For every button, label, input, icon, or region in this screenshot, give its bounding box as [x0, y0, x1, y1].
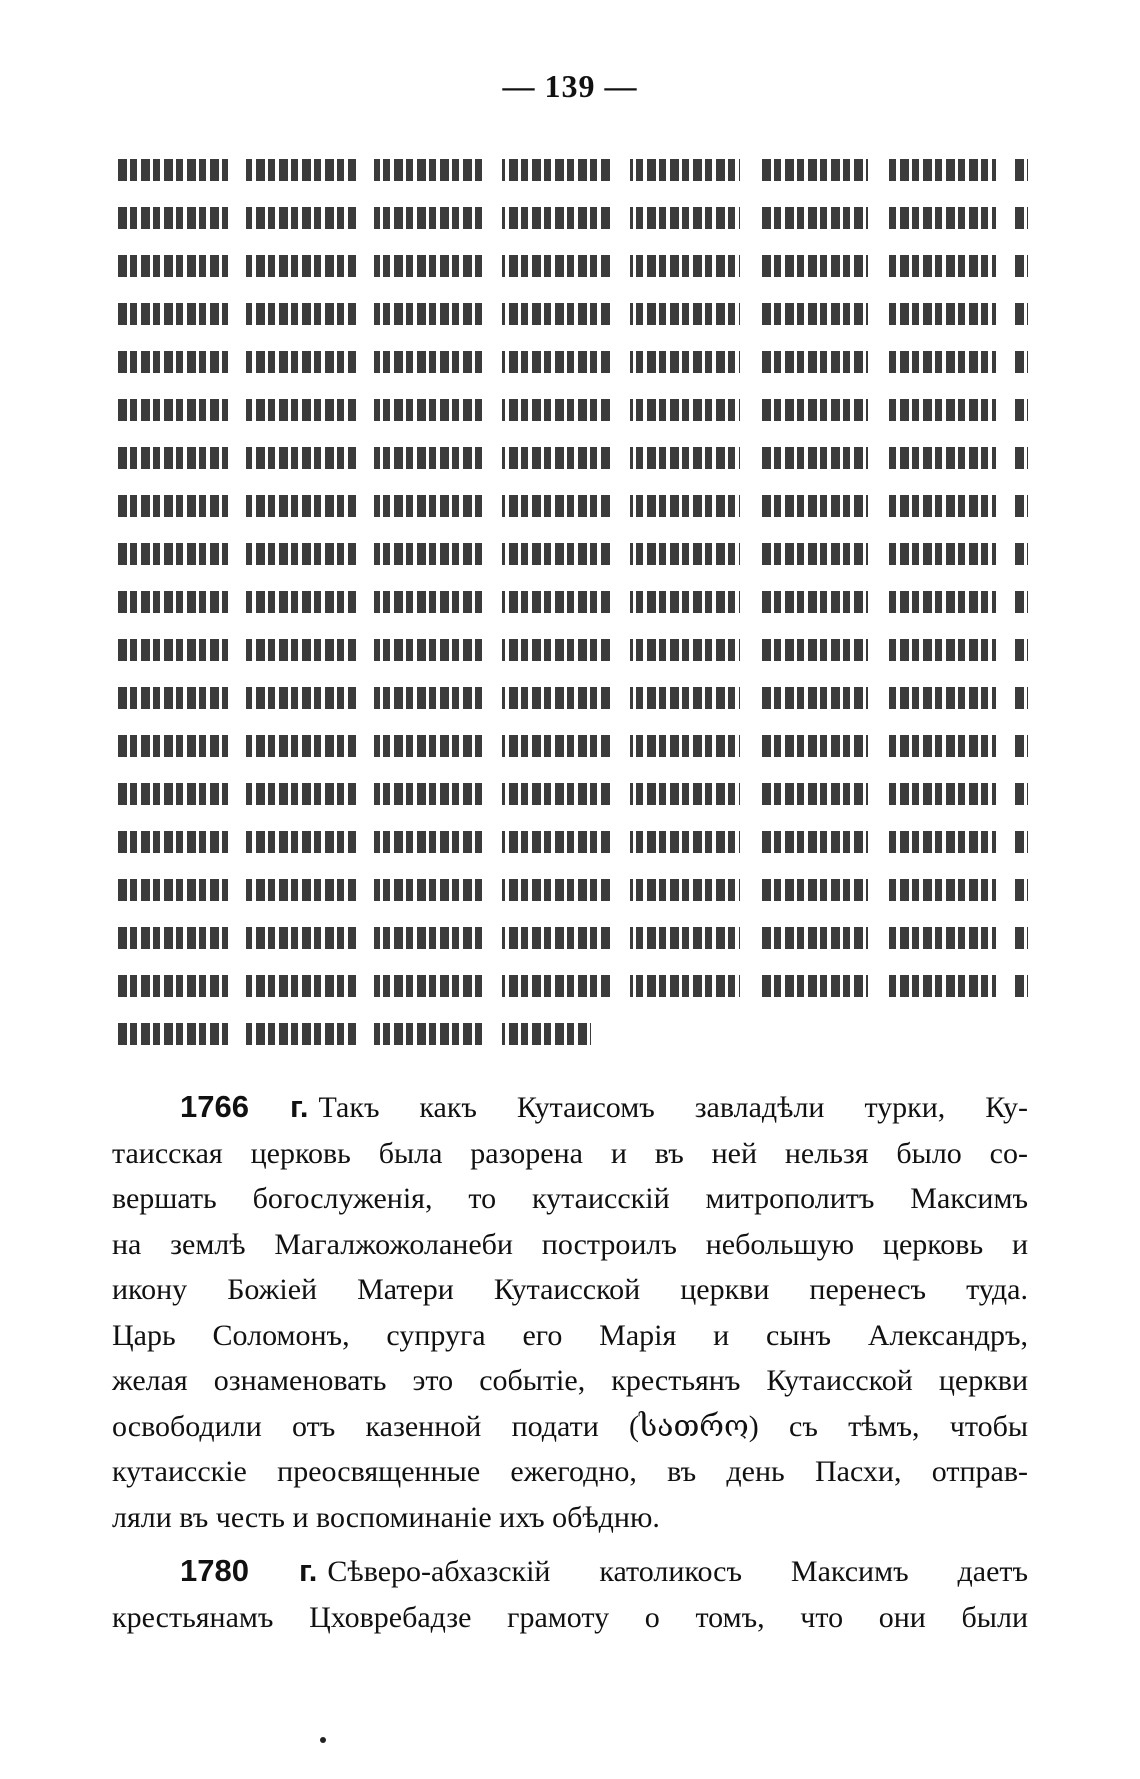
paragraph-line: крестьянамъ Цховребадзе грамоту о томъ, что они были — [112, 1600, 1028, 1634]
paragraph-line: на землѣ Магалжожоланеби построилъ небольшую церковь и — [112, 1227, 1028, 1261]
georgian-text-line — [118, 290, 1028, 338]
paragraph-line: таисская церковь была разорена и въ ней нельзя было со- — [112, 1136, 1028, 1170]
ink-dot — [320, 1737, 326, 1743]
russian-text-block — [112, 1084, 1028, 1640]
year-label: 1780 г. — [180, 1553, 318, 1588]
georgian-text-line — [118, 338, 1028, 386]
paragraph-line: желая ознаменовать это событіе, крестьянъ Кутаисской церкви — [112, 1364, 1028, 1397]
line-text: Сѣверо-абхазскій католикосъ Максимъ даетъ — [327, 1555, 1029, 1588]
georgian-text-line — [118, 962, 1028, 1010]
georgian-text-line — [118, 914, 1028, 962]
page-number: — 139 — — [502, 68, 638, 104]
georgian-text-line — [118, 434, 1028, 482]
paragraph-line — [112, 1084, 1028, 1131]
paragraph-line: Царь Соломонъ, супруга его Марія и сынъ Александръ, — [112, 1318, 1028, 1352]
georgian-text-line — [118, 242, 1028, 290]
georgian-text-line — [118, 1010, 1028, 1058]
year-label: 1766 г. — [180, 1089, 309, 1124]
paragraph-line: кутаисскіе преосвященные ежегодно, въ день Пасхи, отправ- — [112, 1455, 1028, 1488]
georgian-text-line — [118, 674, 1028, 722]
paragraph-1780 — [112, 1548, 1028, 1640]
paragraph-line: ляли въ честь и воспоминаніе ихъ обѣдню. — [112, 1500, 660, 1534]
paragraph-line: вершать богослуженія, то кутаисскій митрополитъ Максимъ — [112, 1182, 1028, 1215]
paragraph-line: освободили отъ казенной подати (სათრო) съ тѣмъ, чтобы — [112, 1409, 1028, 1443]
georgian-text-line — [118, 626, 1028, 674]
georgian-text-line — [118, 146, 1028, 194]
georgian-text-line — [118, 818, 1028, 866]
georgian-text-line — [118, 578, 1028, 626]
georgian-text-line — [118, 866, 1028, 914]
georgian-text-line — [118, 530, 1028, 578]
paragraph-line: икону Божіей Матери Кутаисской церкви перенесъ туда. — [112, 1273, 1028, 1306]
georgian-text-line — [118, 386, 1028, 434]
georgian-text-line — [118, 722, 1028, 770]
georgian-text-block — [118, 146, 1028, 1058]
georgian-text-line — [118, 770, 1028, 818]
georgian-text-line — [118, 482, 1028, 530]
paragraph-1766 — [112, 1084, 1028, 1540]
paragraph-line — [112, 1548, 1028, 1595]
line-text: Такъ какъ Кутаисомъ завладѣли турки, Ку- — [318, 1091, 1028, 1124]
georgian-text-line — [118, 194, 1028, 242]
